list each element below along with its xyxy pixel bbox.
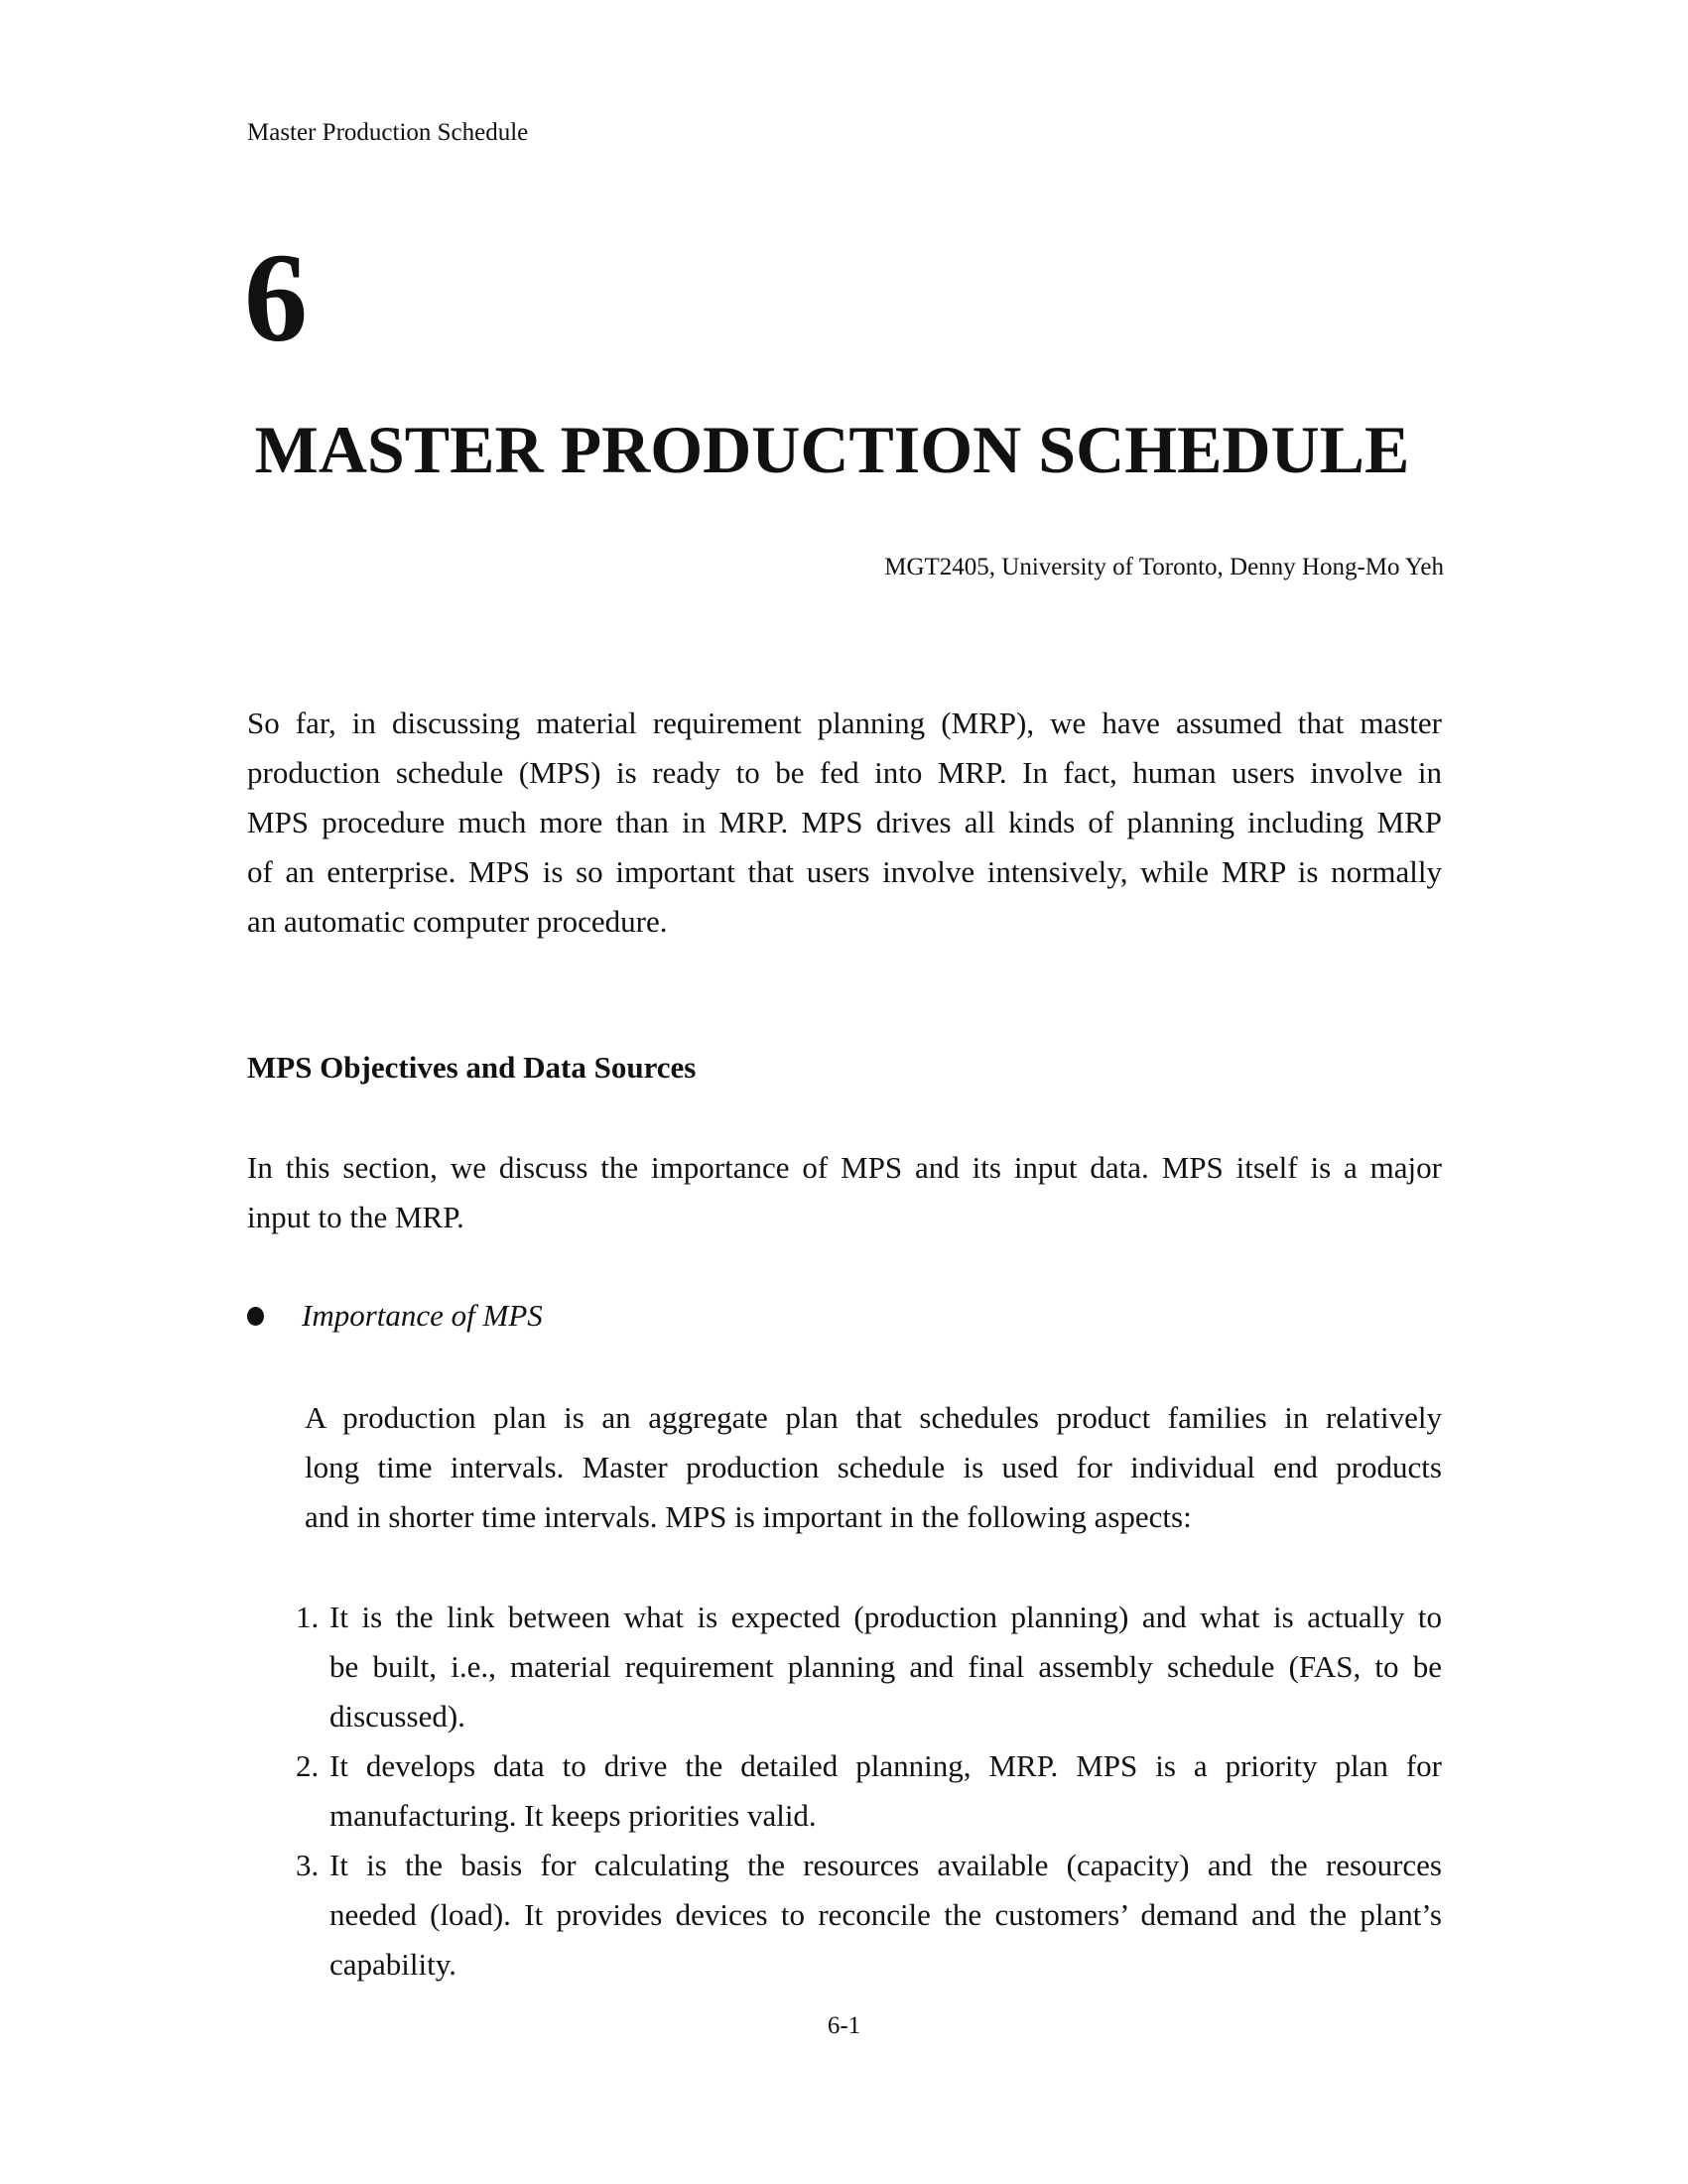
text-line: It is the link between what is expected (production planning) and what is actually to [329,1600,1442,1634]
text-line: capability. [329,1947,456,1982]
chapter-title-text: MASTER PRODUCTION SCHEDULE [254,412,1410,487]
intro-paragraph [247,699,1442,947]
chapter-number: 6 [244,227,308,368]
text-line: discussed). [329,1699,465,1734]
text-line: and in shorter time intervals. MPS is important in the following aspects: [305,1499,1192,1534]
list-item-number: 3. [296,1848,320,1882]
text-line: input to the MRP. [247,1200,464,1234]
text-line: A production plan is an aggregate plan that schedules product families in relatively [305,1400,1442,1435]
text-line: an automatic computer procedure. [247,904,668,939]
text-line: be built, i.e., material requirement planning and final assembly schedule (FAS, to be [329,1649,1442,1684]
bullet-paragraph [305,1393,1442,1542]
text-line: production schedule (MPS) is ready to be fed into MRP. In fact, human users involve in [247,755,1442,790]
running-header: Master Production Schedule [247,119,529,146]
bullet-icon [247,1307,264,1326]
text-line: MPS procedure much more than in MRP. MPS drives all kinds of planning including MRP [247,805,1442,839]
text-line: It is the basis for calculating the resources available (capacity) and the resources [329,1848,1442,1882]
bullet-item [247,1294,543,1338]
text-line: of an enterprise. MPS is so important that users involve intensively, while MRP is normally [247,854,1442,889]
section-intro-paragraph [247,1143,1442,1242]
list-item [296,1593,1442,1741]
text-line: So far, in discussing material requirement planning (MRP), we have assumed that master [247,706,1442,740]
author-line: MGT2405, University of Toronto, Denny Hong-Mo Yeh [884,554,1444,580]
text-line: needed (load). It provides devices to reconcile the customers’ demand and the plant’s [329,1897,1442,1932]
list-item [296,1741,1442,1841]
page-number: 6-1 [827,2012,861,2039]
text-line: long time intervals. Master production schedule is used for individual end products [305,1450,1442,1484]
text-line: It develops data to drive the detailed planning, MRP. MPS is a priority plan for [329,1748,1442,1783]
list-item-number: 1. [296,1600,320,1634]
list-item [296,1841,1442,1990]
chapter-title [0,405,1688,494]
text-line: In this section, we discuss the importance of MPS and its input data. MPS itself is a major [247,1150,1442,1185]
text-line: manufacturing. It keeps priorities valid. [329,1798,817,1833]
section-heading: MPS Objectives and Data Sources [247,1050,697,1085]
numbered-list [296,1593,1442,1990]
bullet-label: Importance of MPS [302,1298,543,1333]
list-item-number: 2. [296,1748,320,1783]
